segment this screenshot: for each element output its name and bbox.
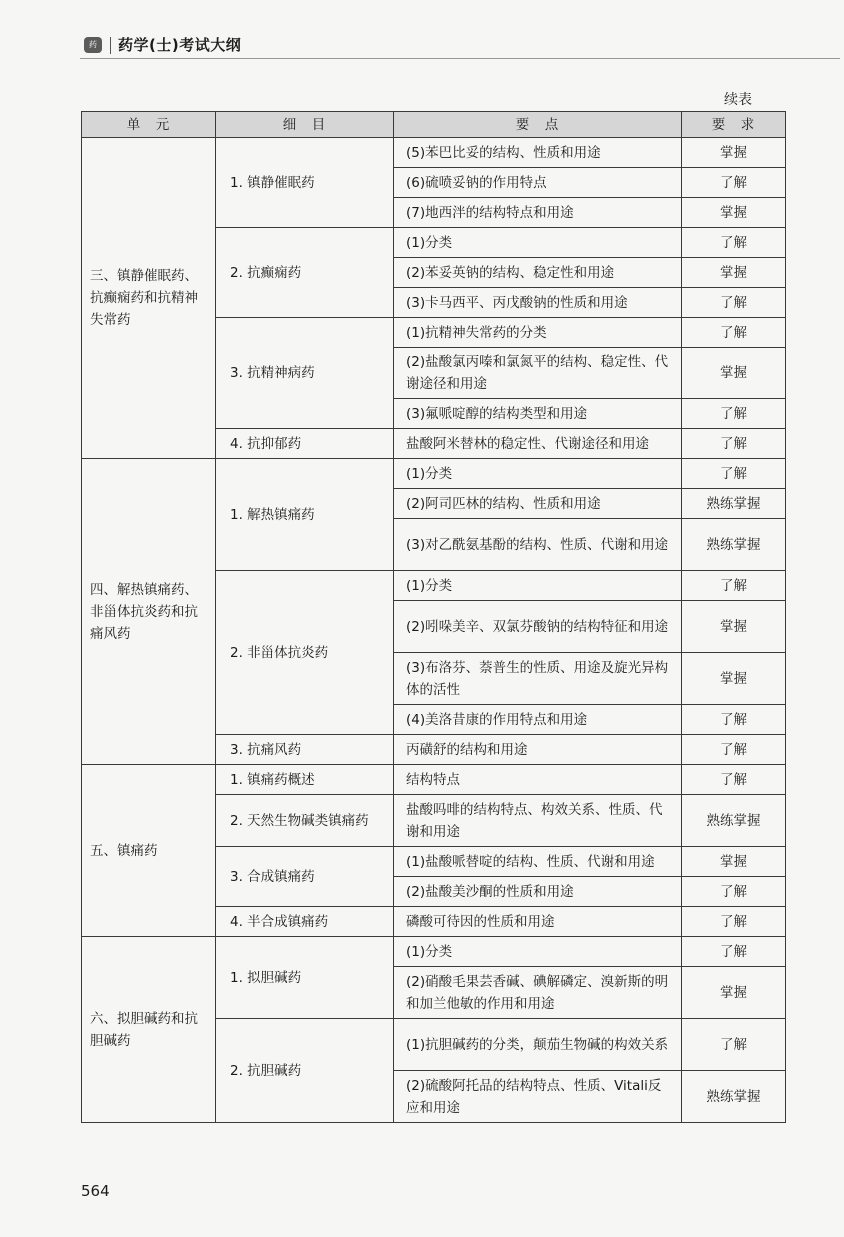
table-row: [82, 459, 786, 489]
table-row: [82, 937, 786, 967]
point-cell: (3)对乙酰氨基酚的结构、性质、代谢和用途: [394, 519, 682, 571]
requirement-cell: 了解: [682, 318, 786, 348]
requirement-cell: 了解: [682, 168, 786, 198]
item-cell: 1. 拟胆碱药: [216, 937, 394, 1019]
requirement-cell: 熟练掌握: [682, 1071, 786, 1123]
requirement-cell: 掌握: [682, 653, 786, 705]
header-requirement: 要 求: [682, 112, 786, 138]
requirement-cell: 掌握: [682, 847, 786, 877]
header-divider: [110, 37, 111, 54]
header-item: 细 目: [216, 112, 394, 138]
requirement-cell: 熟练掌握: [682, 795, 786, 847]
point-cell: 盐酸吗啡的结构特点、构效关系、性质、代谢和用途: [394, 795, 682, 847]
requirement-cell: 了解: [682, 571, 786, 601]
item-cell: 3. 合成镇痛药: [216, 847, 394, 907]
item-cell: 3. 抗痛风药: [216, 735, 394, 765]
item-cell: 2. 非甾体抗炎药: [216, 571, 394, 735]
continued-label: 续表: [724, 92, 752, 108]
item-cell: 4. 抗抑郁药: [216, 429, 394, 459]
point-cell: (3)卡马西平、丙戊酸钠的性质和用途: [394, 288, 682, 318]
point-cell: (5)苯巴比妥的结构、性质和用途: [394, 138, 682, 168]
header-point: 要 点: [394, 112, 682, 138]
unit-cell: 四、解热镇痛药、非甾体抗炎药和抗痛风药: [82, 459, 216, 765]
unit-cell: 五、镇痛药: [82, 765, 216, 937]
requirement-cell: 了解: [682, 735, 786, 765]
point-cell: (2)硝酸毛果芸香碱、碘解磷定、溴新斯的明和加兰他敏的作用和用途: [394, 967, 682, 1019]
requirement-cell: 熟练掌握: [682, 519, 786, 571]
requirement-cell: 掌握: [682, 967, 786, 1019]
table-header-row: [82, 112, 786, 138]
item-cell: 2. 天然生物碱类镇痛药: [216, 795, 394, 847]
point-cell: (2)硫酸阿托品的结构特点、性质、Vitali反应和用途: [394, 1071, 682, 1123]
point-cell: (1)分类: [394, 459, 682, 489]
point-cell: (7)地西泮的结构特点和用途: [394, 198, 682, 228]
point-cell: (1)分类: [394, 937, 682, 967]
requirement-cell: 了解: [682, 765, 786, 795]
point-cell: (2)盐酸美沙酮的性质和用途: [394, 877, 682, 907]
requirement-cell: 了解: [682, 907, 786, 937]
point-cell: (1)盐酸哌替啶的结构、性质、代谢和用途: [394, 847, 682, 877]
point-cell: (2)盐酸氯丙嗪和氯氮平的结构、稳定性、代谢途径和用途: [394, 348, 682, 399]
point-cell: (2)吲哚美辛、双氯芬酸钠的结构特征和用途: [394, 601, 682, 653]
point-cell: 磷酸可待因的性质和用途: [394, 907, 682, 937]
point-cell: 丙磺舒的结构和用途: [394, 735, 682, 765]
point-cell: (1)分类: [394, 228, 682, 258]
unit-cell: 三、镇静催眠药、抗癫痫药和抗精神失常药: [82, 138, 216, 459]
item-cell: 2. 抗胆碱药: [216, 1019, 394, 1123]
table-body: [82, 138, 786, 1123]
item-cell: 4. 半合成镇痛药: [216, 907, 394, 937]
syllabus-table: [81, 111, 786, 1123]
requirement-cell: 掌握: [682, 601, 786, 653]
item-cell: 1. 镇静催眠药: [216, 138, 394, 228]
page-number: 564: [81, 1182, 110, 1200]
unit-cell: 六、拟胆碱药和抗胆碱药: [82, 937, 216, 1123]
point-cell: (3)氟哌啶醇的结构类型和用途: [394, 399, 682, 429]
requirement-cell: 了解: [682, 705, 786, 735]
point-cell: (2)苯妥英钠的结构、稳定性和用途: [394, 258, 682, 288]
header-title: 药学(士)考试大纲: [118, 36, 242, 54]
header-rule: [80, 58, 840, 59]
requirement-cell: 了解: [682, 228, 786, 258]
requirement-cell: 掌握: [682, 198, 786, 228]
requirement-cell: 了解: [682, 937, 786, 967]
point-cell: (6)硫喷妥钠的作用特点: [394, 168, 682, 198]
requirement-cell: 熟练掌握: [682, 489, 786, 519]
page-header: [80, 30, 840, 60]
requirement-cell: 了解: [682, 288, 786, 318]
point-cell: 盐酸阿米替林的稳定性、代谢途径和用途: [394, 429, 682, 459]
item-cell: 2. 抗癫痫药: [216, 228, 394, 318]
table-row: [82, 765, 786, 795]
point-cell: (1)抗精神失常药的分类: [394, 318, 682, 348]
point-cell: 结构特点: [394, 765, 682, 795]
book-logo-icon: 药: [84, 37, 102, 53]
header-unit: 单 元: [82, 112, 216, 138]
point-cell: (1)分类: [394, 571, 682, 601]
point-cell: (1)抗胆碱药的分类，颠茄生物碱的构效关系: [394, 1019, 682, 1071]
point-cell: (3)布洛芬、萘普生的性质、用途及旋光异构体的活性: [394, 653, 682, 705]
requirement-cell: 掌握: [682, 348, 786, 399]
requirement-cell: 了解: [682, 459, 786, 489]
requirement-cell: 了解: [682, 877, 786, 907]
item-cell: 1. 镇痛药概述: [216, 765, 394, 795]
item-cell: 3. 抗精神病药: [216, 318, 394, 429]
point-cell: (4)美洛昔康的作用特点和用途: [394, 705, 682, 735]
requirement-cell: 了解: [682, 399, 786, 429]
item-cell: 1. 解热镇痛药: [216, 459, 394, 571]
table-row: [82, 138, 786, 168]
point-cell: (2)阿司匹林的结构、性质和用途: [394, 489, 682, 519]
requirement-cell: 了解: [682, 1019, 786, 1071]
requirement-cell: 掌握: [682, 258, 786, 288]
requirement-cell: 掌握: [682, 138, 786, 168]
requirement-cell: 了解: [682, 429, 786, 459]
